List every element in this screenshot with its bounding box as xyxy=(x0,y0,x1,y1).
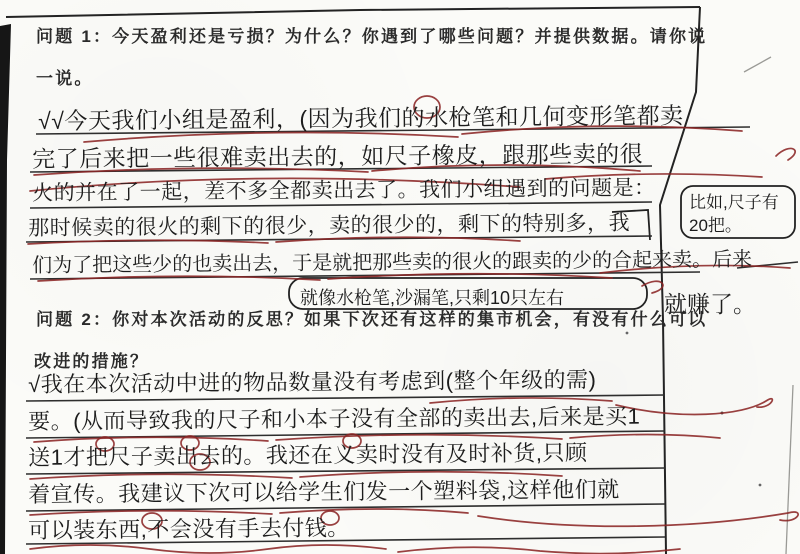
question2-prompt-line2: 改进的措施？ xyxy=(34,352,150,371)
q2-answer-line: √我在本次活动中进的物品数量没有考虑到(整个年级的需) xyxy=(28,367,597,397)
page-border-top xyxy=(6,7,700,17)
q1-answer-line: 完了后来把一些很难卖出去的，如尺子橡皮，跟那些卖的很 xyxy=(32,140,644,172)
teacher-swoosh-mark xyxy=(478,512,798,526)
speckle xyxy=(721,412,724,415)
q1-answer-line: √√今天我们小组是盈利，(因为我们的水枪笔和几何变形笔都卖 xyxy=(38,102,684,134)
q1-margin-continuation: 就赚了。 xyxy=(664,291,756,317)
q1-answer-line: 火的并在了一起，差不多全都卖出去了。我们小组遇到的问题是： xyxy=(32,176,656,205)
pencil-scratch xyxy=(744,57,771,72)
q2-answer-line: 可以装东西,不会没有手去付钱。 xyxy=(28,515,350,543)
q1-inline-note: 就像水枪笔,沙漏笔,只剩10只左右 xyxy=(300,288,565,308)
outer-page-edge xyxy=(786,385,793,554)
q2-answer-line: 要。(从而导致我的尺子和小本子没有全部的卖出去,后来是买1 xyxy=(28,403,641,434)
teacher-hook-mark xyxy=(776,148,795,160)
page-border-right xyxy=(660,7,700,554)
speckle xyxy=(759,484,762,487)
teacher-mark xyxy=(570,435,720,439)
speckle xyxy=(626,332,629,335)
q2-answer-line: 送1才把尺子卖出去的。我还在义卖时没有及时补货,只顾 xyxy=(28,440,588,470)
teacher-mark xyxy=(398,547,680,553)
teacher-loop-mark xyxy=(642,281,663,293)
question1-prompt-line2: 一说。 xyxy=(36,69,94,88)
q1-answer-line: 那时候卖的很火的剩下的很少，卖的很少的，剩下的特别多，我 xyxy=(28,211,631,240)
q1-answer-line: 们为了把这些少的也卖出去，于是就把那些卖的很火的跟卖的少的合起来卖。后来 xyxy=(32,248,753,277)
scan-edge-strip xyxy=(0,24,11,554)
question1-prompt-line1: 问题 1：今天盈利还是亏损？为什么？你遇到了哪些问题？并提供数据。请你说 xyxy=(36,27,708,46)
question2-prompt-line1: 问题 2：你对本次活动的反思？如果下次还有这样的集市机会，有没有什么可以 xyxy=(36,310,708,329)
q1-margin-note: 比如,尺子有20把。 xyxy=(689,193,779,235)
teacher-mark xyxy=(30,545,386,553)
q2-answer-line: 着宣传。我建议下次可以给学生们发一个塑料袋,这样他们就 xyxy=(28,476,620,507)
